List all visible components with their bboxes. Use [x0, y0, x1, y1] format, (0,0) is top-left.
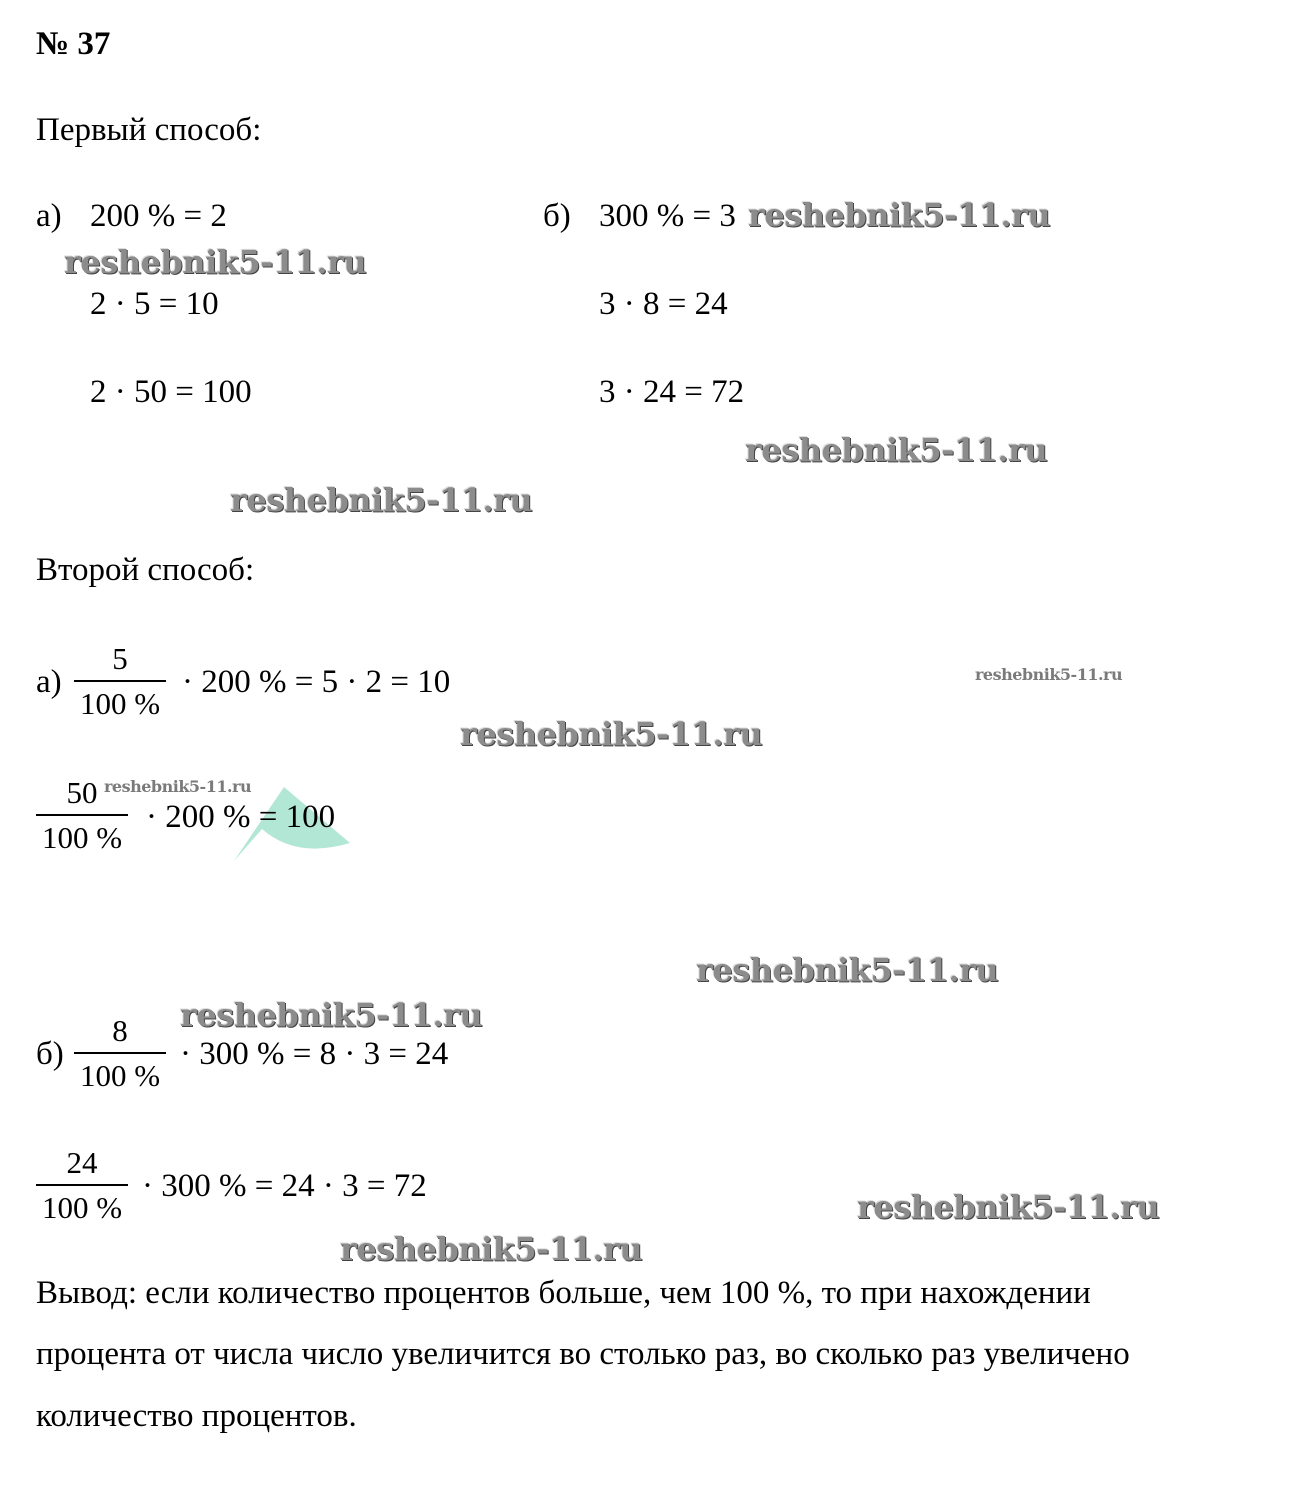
fraction-denominator: 100 % — [41, 1190, 123, 1225]
fraction-numerator: 24 — [66, 1145, 98, 1180]
method1-a-line3: 2 · 50 = 100 — [90, 374, 252, 410]
method1-b-line3: 3 · 24 = 72 — [599, 374, 745, 410]
method2-a-eq1-rest: · 200 % = 5 · 2 = 10 — [182, 664, 451, 700]
method1-a-line1: 200 % = 2 — [90, 198, 227, 234]
fraction-denominator: 100 % — [79, 686, 161, 721]
problem-number: № 37 — [36, 26, 111, 62]
method1-b-line2: 3 · 8 = 24 — [599, 286, 728, 322]
watermark: reshebnik5-11.ru — [230, 481, 533, 519]
fraction-numerator: 50 — [66, 775, 98, 810]
watermark: reshebnik5-11.ru — [340, 1230, 643, 1268]
method2-title: Второй способ: — [36, 552, 255, 588]
watermark: reshebnik5-11.ru — [180, 996, 483, 1034]
fraction — [74, 1015, 166, 1091]
watermark: reshebnik5-11.ru — [64, 243, 367, 281]
watermark: reshebnik5-11.ru — [104, 777, 252, 796]
watermark: reshebnik5-11.ru — [745, 431, 1048, 469]
conclusion-line: количество процентов. — [36, 1398, 357, 1434]
watermark: reshebnik5-11.ru — [857, 1188, 1160, 1226]
conclusion-line: Вывод: если количество процентов больше, чем 100 %, то при нахождении — [36, 1275, 1091, 1311]
method2-b-label: б) — [36, 1036, 64, 1072]
conclusion-line: процента от числа число увеличится во столько раз, во сколько раз увеличено — [36, 1336, 1130, 1372]
watermark: reshebnik5-11.ru — [460, 715, 763, 753]
method2-a-label: а) — [36, 664, 62, 700]
method1-a-line2: 2 · 5 = 10 — [90, 286, 219, 322]
method1-b-line1: 300 % = 3 — [599, 198, 736, 234]
method1-title: Первый способ: — [36, 112, 262, 148]
fraction — [74, 643, 166, 719]
watermark: reshebnik5-11.ru — [748, 196, 1051, 234]
watermark: reshebnik5-11.ru — [975, 665, 1123, 684]
fraction — [36, 1147, 128, 1223]
fraction-numerator: 8 — [112, 1013, 128, 1048]
fraction-denominator: 100 % — [41, 820, 123, 855]
method2-b-eq1-rest: · 300 % = 8 · 3 = 24 — [180, 1036, 449, 1072]
watermark: reshebnik5-11.ru — [696, 951, 999, 989]
fraction-numerator: 5 — [112, 641, 128, 676]
method2-b-eq2-rest: · 300 % = 24 · 3 = 72 — [142, 1168, 427, 1204]
method1-a-label: а) — [36, 198, 62, 234]
method2-a-eq2-rest: · 200 % = 100 — [146, 799, 336, 835]
method1-b-label: б) — [543, 198, 571, 234]
fraction-denominator: 100 % — [79, 1058, 161, 1093]
